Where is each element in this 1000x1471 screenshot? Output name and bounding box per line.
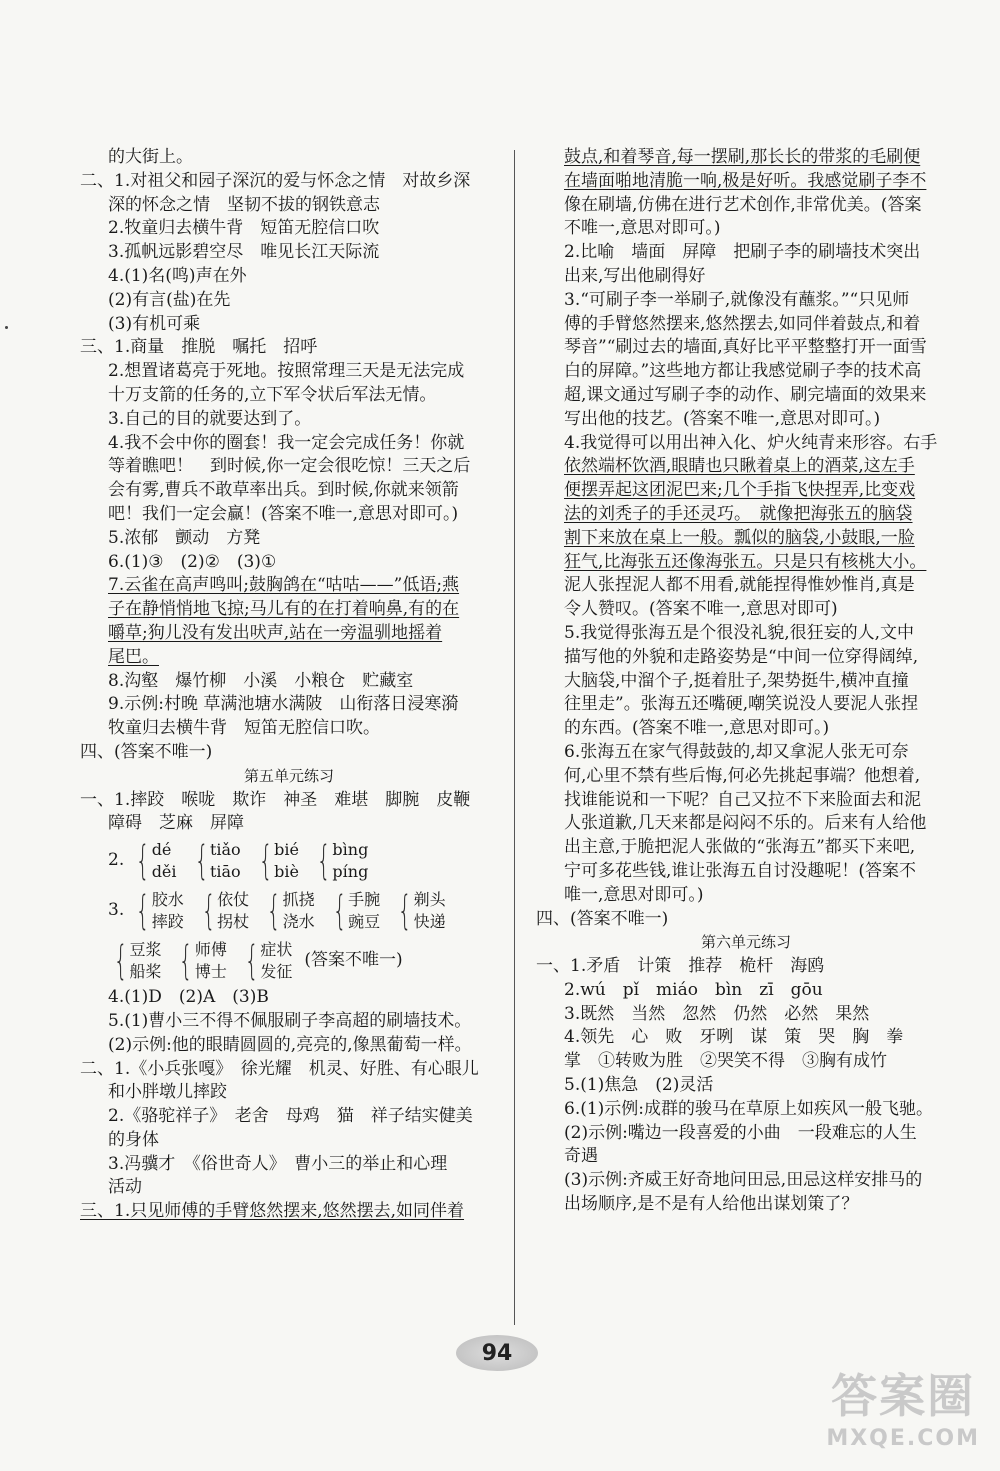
word: 发征 <box>260 962 293 982</box>
text-line: 何,心里不禁有些后悔,何必先挑起事端？他想着, <box>564 765 921 786</box>
left-column <box>80 146 498 1224</box>
text-line: 会有雾,曹兵不敢草率出兵。到时候,你就来领箭 <box>108 480 459 501</box>
text-line: 9.示例:村晚 草满池塘水满陂 山衔落日浸寒漪 <box>108 694 459 715</box>
word: 依仗 <box>217 890 250 910</box>
text-line: 尾巴。 <box>108 646 159 667</box>
text-line: 4.我觉得可以用出神入化、炉火纯青来形容。右手 <box>564 432 938 453</box>
text-line: 6.(1)示例:成群的骏马在草原上如疾风一般飞驰。 <box>564 1098 934 1119</box>
text-line: 四、(答案不唯一) <box>80 741 213 762</box>
pinyin: bié <box>274 840 299 860</box>
brace-icon: { <box>201 888 216 935</box>
text-line: 白的屏障。”这些地方都让我感觉刷子李的技术高 <box>564 361 922 382</box>
pinyin: biè <box>274 862 299 882</box>
word: 浇水 <box>282 912 315 932</box>
text-line: 一、1.摔跤 喉咙 欺诈 神圣 难堪 脚腕 皮鞭 <box>80 789 471 810</box>
brace-group <box>130 889 183 933</box>
text-line: 二、1.《小兵张嘎》 徐光耀 机灵、好胜、有心眼儿 <box>80 1058 479 1079</box>
text-line: 牧童归去横牛背 短笛无腔信口吹。 <box>108 718 380 739</box>
word: 豌豆 <box>348 912 381 932</box>
text-line: 的身体 <box>108 1129 159 1150</box>
brace-icon: { <box>135 888 150 935</box>
text-line: 2.wú pǐ miáo bìn zī gōu <box>564 979 823 1000</box>
brace-group <box>261 889 314 933</box>
text-line: 傅的手臂悠然摆来,悠然摆去,如同伴着鼓点,和着 <box>564 313 921 334</box>
text-line: 5.我觉得张海五是个很没礼貌,很狂妄的人,文中 <box>564 622 915 643</box>
text-line: 大脑袋,中溜个子,挺着肚子,架势挺牛,横冲直撞 <box>564 670 909 691</box>
pinyin: píng <box>332 862 369 882</box>
text-line: 活动 <box>108 1177 142 1198</box>
watermark-url: MXQE.COM <box>826 1426 980 1451</box>
text-line: 出主意,于脆把泥人张做的“张海五”都买下来吧, <box>564 837 916 858</box>
brace-icon: { <box>194 838 209 885</box>
text-line: 唯一,意思对即可。) <box>564 884 704 905</box>
page-number: 94 <box>456 1335 538 1371</box>
text-line: 奇遇 <box>564 1146 598 1167</box>
pinyin: dé <box>151 840 172 860</box>
text-line: 像在刷墙,仿佛在进行艺术创作,非常优美。(答案 <box>564 194 922 215</box>
brace-group <box>239 939 292 983</box>
text-line: 等着瞧吧！ 到时候,你一定会很吃惊！三天之后 <box>108 456 471 477</box>
text-line: 超,课文通过写刷子李的动作、刷完墙面的效果来 <box>564 384 927 405</box>
answer-note: (答案不唯一) <box>304 950 403 971</box>
text-line: 出场顺序,是不是有人给他出谋划策了？ <box>564 1194 859 1215</box>
text-line: 往里走”。张海五还嘴硬,嘲笑说没人要泥人张捏 <box>564 694 919 715</box>
right-column <box>536 146 956 1217</box>
brace-icon: { <box>332 888 347 935</box>
brace-icon: { <box>266 888 281 935</box>
text-line: 3.孤帆远影碧空尽 唯见长江天际流 <box>108 242 380 263</box>
text-line: 4.领先 心 败 牙咧 谋 策 哭 胸 拳 <box>564 1027 904 1048</box>
text-line: 3.“可刷子李一举刷子,就像没有蘸浆。”“只见师 <box>564 289 910 310</box>
text-line: (2)示例:嘴边一段喜爱的小曲 一段难忘的人生 <box>564 1122 917 1143</box>
text-line: 二、1.对祖父和园子深沉的爱与怀念之情 对故乡深 <box>80 170 471 191</box>
text-line: 3.既然 当然 忽然 仍然 必然 果然 <box>564 1003 870 1024</box>
brace-group <box>196 889 249 933</box>
watermark-text: 答案圈 <box>831 1369 976 1423</box>
text-line: (2)有言(盐)在先 <box>108 289 231 310</box>
brace-group <box>130 839 176 883</box>
text-line: 狂气,比海张五还像海张五。只是只有核桃大小。 <box>564 551 927 572</box>
brace-icon: { <box>244 938 259 985</box>
text-line: 4.(1)D (2)A (3)B <box>108 987 269 1008</box>
word: 拐杖 <box>217 912 250 932</box>
text-line: 4.(1)名(鸣)声在外 <box>108 265 247 286</box>
word: 豆浆 <box>129 940 162 960</box>
pinyin: tiāo <box>209 862 241 882</box>
brace-icon: { <box>397 888 412 935</box>
text-line: 不唯一,意思对即可。) <box>564 218 721 239</box>
word: 船桨 <box>129 962 162 982</box>
text-line: (3)有机可乘 <box>108 313 201 334</box>
pinyin: bìng <box>332 840 369 860</box>
word: 快递 <box>413 912 446 932</box>
text-line: (2)示例:他的眼睛圆圆的,亮亮的,像黑葡萄一样。 <box>108 1034 472 1055</box>
text-line: 法的刘秃子的手还灵巧。 就像把海张五的脑袋 <box>564 503 913 524</box>
brace-group <box>253 839 299 883</box>
text-line: 人张道歉,几天来都是闷闷不乐的。后来有人给他 <box>564 813 927 834</box>
text-line: 令人赞叹。(答案不唯一,意思对即可) <box>564 599 838 620</box>
brace-icon: { <box>179 938 194 985</box>
text-line: 5.(1)曹小三不得不佩服刷子李高超的刷墙技术。 <box>108 1010 472 1031</box>
brace-group <box>327 889 380 933</box>
text-line: 泥人张捏泥人都不用看,就能捏得惟妙惟肖,真是 <box>564 575 915 596</box>
text-line: 2.牧童归去横牛背 短笛无腔信口吹 <box>108 218 380 239</box>
text-line: 7.云雀在高声鸣叫;鼓胸鸽在“咕咕——”低语;燕 <box>108 575 460 596</box>
text-line: 十万支箭的任务的,立下军令状后军法无情。 <box>108 384 437 405</box>
text-line: 障碍 芝麻 屏障 <box>108 813 244 834</box>
scan-speck <box>5 326 8 329</box>
text-line: 依然端杯饮酒,眼睛也只瞅着桌上的酒菜,这左手 <box>564 456 915 477</box>
text-line: 三、1.商量 推脱 嘱托 招呼 <box>80 337 318 358</box>
brace-group <box>173 939 226 983</box>
word: 师傅 <box>194 940 227 960</box>
pinyin: tiǎo <box>209 840 241 860</box>
word: 剃头 <box>413 890 446 910</box>
text-line: 便摆弄起这团泥巴来;几个手指飞快捏弄,比变戏 <box>564 480 916 501</box>
text-line: 写出他的技艺。(答案不唯一,意思对即可。) <box>564 408 881 429</box>
text-line: 2.比喻 墙面 屏障 把刷子李的刷墙技术突出 <box>564 242 921 263</box>
text-line: 三、1.只见师傅的手臂悠然摆来,悠然摆去,如同伴着 <box>80 1201 465 1222</box>
text-line: (3)示例:齐威王好奇地问田忌,田忌这样安排马的 <box>564 1170 923 1191</box>
pinyin: děi <box>151 862 177 882</box>
watermark-logo <box>826 1360 980 1451</box>
text-line: 8.沟壑 爆竹柳 小溪 小粮仓 贮藏室 <box>108 670 414 691</box>
pinyin-brace-row <box>80 836 498 886</box>
text-line: 四、(答案不唯一) <box>536 908 669 929</box>
text-line: 描写他的外貌和走路姿势是“中间一位穿得阔绰, <box>564 646 919 667</box>
column-divider <box>514 150 515 1325</box>
text-line: 嚼草;狗儿没有发出吠声,站在一旁温驯地摇着 <box>108 622 443 643</box>
brace-icon: { <box>113 938 128 985</box>
word: 抓挠 <box>282 890 315 910</box>
brace-group <box>189 839 241 883</box>
words-brace-row-2 <box>80 936 498 986</box>
text-line: 割下来放在桌上一般。瓢似的脑袋,小鼓眼,一脸 <box>564 527 915 548</box>
brace-icon: { <box>316 838 331 885</box>
brace-group <box>392 889 445 933</box>
word: 手腕 <box>348 890 381 910</box>
text-line: 鼓点,和着琴音,每一摆刷,那长长的带浆的毛刷便 <box>564 147 921 167</box>
word: 摔跤 <box>151 912 184 932</box>
brace-icon: { <box>258 838 273 885</box>
text-line: 宁可多花些钱,谁让张海五自讨没趣呢！(答案不 <box>564 860 917 881</box>
section-title-unit5: 第五单元练习 <box>243 766 334 785</box>
word: 胶水 <box>151 890 184 910</box>
text-line: 3.冯骥才 《俗世奇人》 曹小三的举止和心理 <box>108 1153 448 1174</box>
text-line: 5.浓郁 颤动 方凳 <box>108 527 261 548</box>
text-line: 一、1.矛盾 计策 推荐 桅杆 海鸥 <box>536 956 825 977</box>
text-line: 的东西。(答案不唯一,意思对即可。) <box>564 718 830 739</box>
word: 症状 <box>260 940 293 960</box>
words-brace-row <box>80 886 498 936</box>
item-label: 2. <box>108 850 125 871</box>
text-line: 3.自己的目的就要达到了。 <box>108 408 312 429</box>
item-label: 3. <box>108 900 125 921</box>
text-line: 掌 ①转败为胜 ②哭笑不得 ③胸有成竹 <box>564 1051 887 1072</box>
brace-group <box>311 839 368 883</box>
text-line: 2.想置诸葛亮于死地。按照常理三天是无法完成 <box>108 361 465 382</box>
word: 博士 <box>194 962 227 982</box>
section-title-unit6: 第六单元练习 <box>700 933 791 952</box>
text-line: 6.(1)③ (2)② (3)① <box>108 551 277 572</box>
text-line: 6.张海五在家气得鼓鼓的,却又拿泥人张无可奈 <box>564 741 909 762</box>
text-line: 琴音”“刷过去的墙面,真好比平平整整打开一面雪 <box>564 337 927 358</box>
text-line: 深的怀念之情 坚韧不拔的钢铁意志 <box>108 194 380 215</box>
brace-icon: { <box>135 838 150 885</box>
text-line: 子在静悄悄地飞掠;马儿有的在打着响鼻,有的在 <box>108 599 460 620</box>
text-line: 和小胖墩儿摔跤 <box>108 1082 227 1103</box>
text-line: 4.我不会中你的圈套！我一定会完成任务！你就 <box>108 432 465 453</box>
text-line: 2.《骆驼祥子》 老舍 母鸡 猫 祥子结实健美 <box>108 1106 473 1127</box>
text-line: 找谁能说和一下呢？自己又拉不下来脸面去和泥 <box>564 789 921 810</box>
brace-group <box>108 939 161 983</box>
text-line: 出来,写出他刷得好 <box>564 265 706 286</box>
text-line: 在墙面啪地清脆一响,极是好听。我感觉刷子李不 <box>564 170 927 191</box>
text-line: 吧！我们一定会赢！(答案不唯一,意思对即可。) <box>108 503 459 524</box>
text-line: 5.(1)焦急 (2)灵活 <box>564 1075 714 1096</box>
text-line: 的大街上。 <box>108 147 193 167</box>
